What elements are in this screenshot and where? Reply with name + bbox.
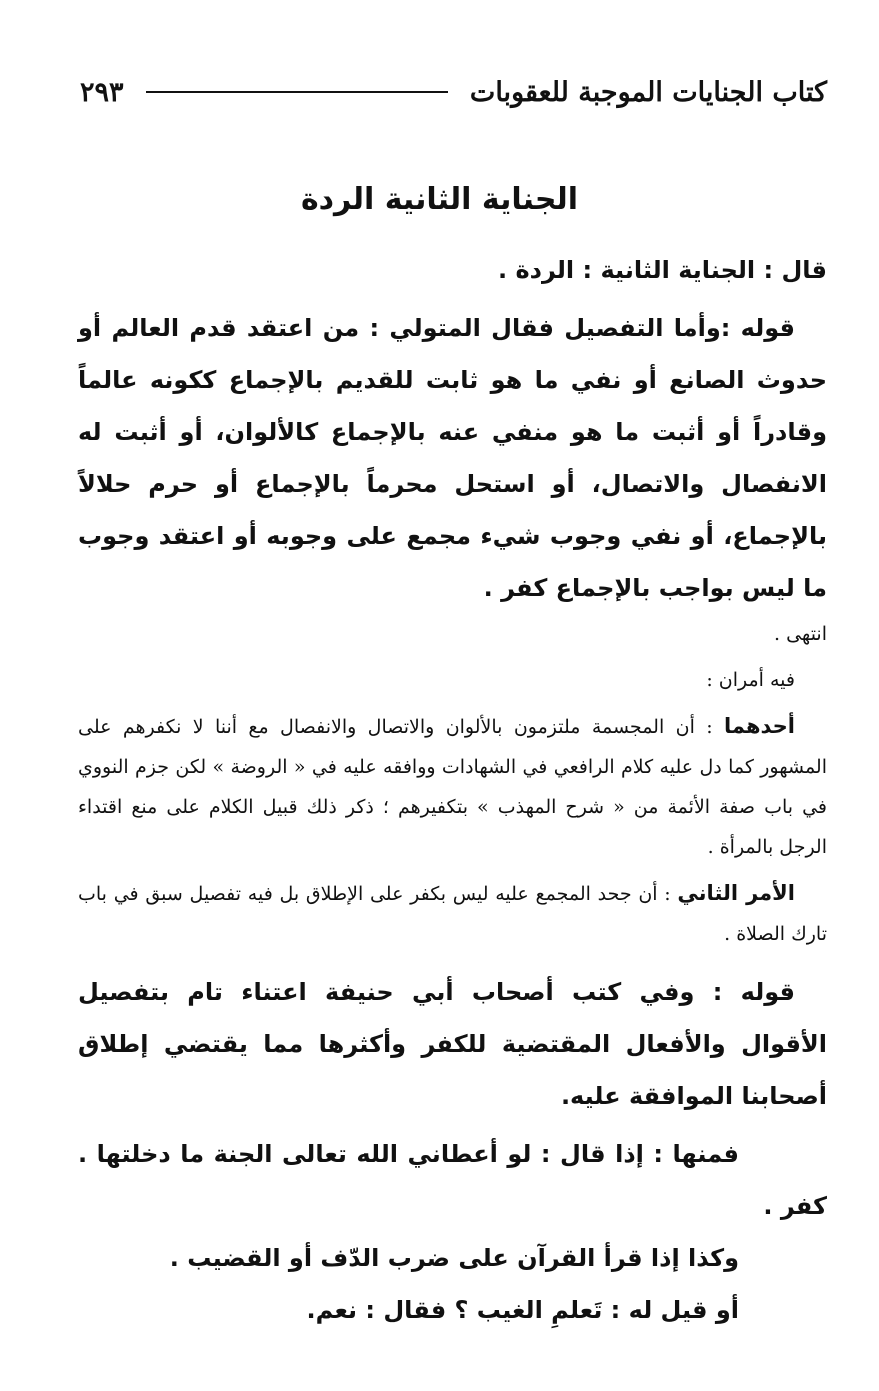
- header-rule: [146, 91, 448, 93]
- paragraph-end-quote: انتهى .: [774, 623, 827, 645]
- paragraph-quote-heading: قال : الجناية الثانية : الردة .: [498, 256, 827, 284]
- body-text: [78, 244, 827, 1336]
- page-number: ٢٩٣: [80, 76, 124, 108]
- paragraph-first-point: [78, 706, 827, 867]
- running-title: كتاب الجنايات الموجبة للعقوبات: [469, 76, 827, 108]
- running-header: [80, 70, 827, 114]
- paragraph-hanafi-quote: قوله : وفي كتب أصحاب أبي حنيفة اعتناء تام بتفصيل الأقوال والأفعال المقتضية للكفر وأكثرها مما يقتضي إطلاق أصحابنا الموافقة عليه.: [78, 978, 827, 1110]
- paragraph-example-3: أو قيل له : تَعلمِ الغيب ؟ فقال : نعم.: [306, 1296, 739, 1324]
- first-point-text: : أن المجسمة ملتزمون بالألوان والاتصال والانفصال مع أننا لا نكفرهم على المشهور كما دل عليه كلام الرافعي في الشهادات ووافقه عليه في « الروضة » لكن جزم النووي في باب صفة الأئمة من « شرح المهذب » بتكفيرهم ؛ ذكر ذلك قبيل الكلام على منع اقتداء الرجل بالمرأة .: [78, 716, 827, 858]
- paragraph-two-points: فيه أمران :: [706, 669, 795, 691]
- second-point-text: : أن جحد المجمع عليه ليس بكفر على الإطلاق بل فيه تفصيل سبق في باب تارك الصلاة .: [78, 883, 827, 945]
- paragraph-example-2: وكذا إذا قرأ القرآن على ضرب الدّف أو القضيب .: [169, 1244, 739, 1272]
- paragraph-second-point: [78, 873, 827, 954]
- chapter-heading: الجناية الثانية الردة: [300, 182, 579, 217]
- paragraph-example-1: فمنها : إذا قال : لو أعطاني الله تعالى الجنة ما دخلتها . كفر .: [78, 1140, 827, 1220]
- first-point-label: أحدهما: [724, 714, 795, 738]
- second-point-label: الأمر الثاني: [677, 881, 795, 905]
- paragraph-quote-detail: قوله :وأما التفصيل فقال المتولي : من اعتقد قدم العالم أو حدوث الصانع أو نفي ما هو ثابت للقديم بالإجماع ككونه عالماً وقادراً أو أثبت ما هو منفي عنه بالإجماع كالألوان، أو أثبت له الانفصال والاتصال، أو استحل محرماً بالإجماع أو حرم حلالاً بالإجماع، أو نفي وجوب شيء مجمع على وجوبه أو اعتقد وجوب ما ليس بواجب بالإجماع كفر .: [78, 314, 827, 602]
